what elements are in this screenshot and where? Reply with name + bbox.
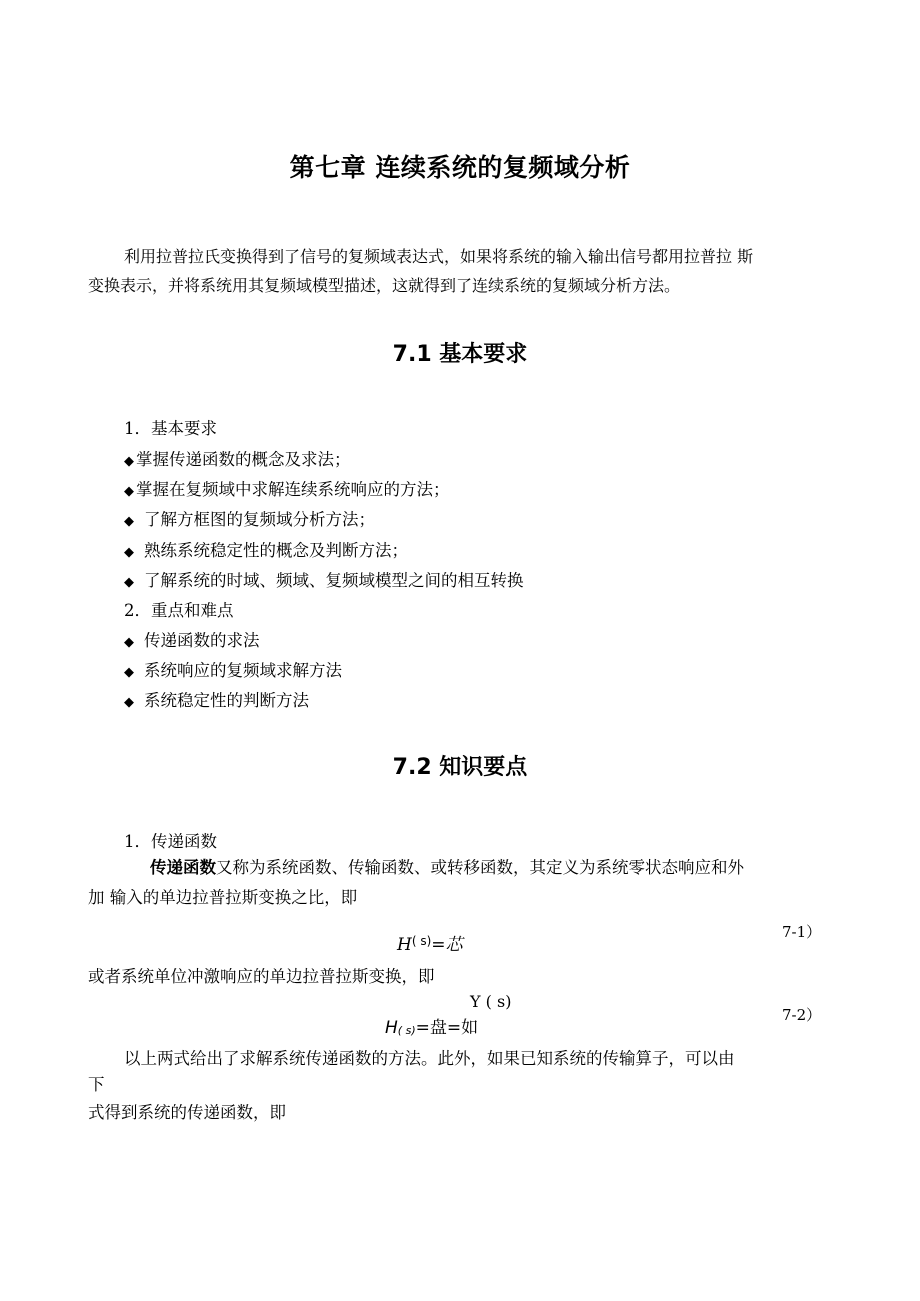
requirement-item: ◆ 掌握传递函数的概念及求法；	[124, 450, 351, 469]
closing-line-2: 下	[88, 1075, 105, 1094]
equation-7-1: $H^{( s)}=$芯	[397, 934, 463, 955]
equation-7-2-numerator: Y ( s)	[470, 992, 512, 1011]
chapter-title: 第七章 连续系统的复频域分析	[289, 153, 631, 182]
equation-number-7-1: 7-1）	[782, 923, 822, 941]
diamond-bullet-icon: ◆	[124, 695, 134, 710]
diamond-bullet-icon: ◆	[124, 665, 134, 680]
intro-line-2: 变换表示，并将系统用其复频域模型描述，这就得到了连续系统的复频域分析方法。	[88, 276, 681, 295]
diamond-bullet-icon: ◆	[124, 575, 134, 590]
defined-term: 传递函数	[150, 858, 216, 877]
diamond-bullet-icon: ◆	[124, 484, 134, 499]
diamond-bullet-icon: ◆	[124, 545, 134, 560]
requirement-item: ◆ 了解系统的时域、频域、复频域模型之间的相互转换	[124, 571, 524, 590]
diamond-bullet-icon: ◆	[124, 514, 134, 529]
key-points-subheading: 2．重点和难点	[124, 601, 234, 620]
diamond-bullet-icon: ◆	[124, 635, 134, 650]
closing-line-3: 式得到系统的传递函数，即	[88, 1103, 286, 1122]
impulse-response-line: 或者系统单位冲激响应的单边拉普拉斯变换，即	[88, 967, 435, 986]
closing-line-1: 以上两式给出了求解系统传递函数的方法。此外，如果已知系统的传输算子，可以由	[124, 1049, 735, 1068]
requirements-subheading: 1．基本要求	[124, 419, 217, 438]
requirement-item: ◆ 熟练系统稳定性的概念及判断方法；	[124, 541, 408, 560]
definition-line-1: 传递函数又称为系统函数、传输函数、或转移函数，其定义为系统零状态响应和外	[150, 858, 744, 877]
key-point-item: ◆ 系统稳定性的判断方法	[124, 691, 309, 710]
key-point-item: ◆ 传递函数的求法	[124, 631, 260, 650]
section-7-1-heading: 7.1 基本要求	[392, 342, 528, 367]
key-point-item: ◆ 系统响应的复频域求解方法	[124, 661, 342, 680]
intro-line-1: 利用拉普拉氏变换得到了信号的复频域表达式，如果将系统的输入输出信号都用拉普拉 斯	[124, 247, 754, 266]
requirement-item: ◆ 掌握在复频域中求解连续系统响应的方法；	[124, 480, 450, 499]
requirement-item: ◆ 了解方框图的复频域分析方法；	[124, 510, 375, 529]
section-7-2-heading: 7.2 知识要点	[392, 755, 528, 780]
definition-line-2: 加 输入的单边拉普拉斯变换之比，即	[88, 888, 358, 907]
equation-number-7-2: 7-2）	[782, 1006, 822, 1024]
transfer-function-subheading: 1．传递函数	[124, 832, 217, 851]
diamond-bullet-icon: ◆	[124, 454, 134, 469]
equation-7-2: H( s)=盘=如	[385, 1018, 479, 1038]
